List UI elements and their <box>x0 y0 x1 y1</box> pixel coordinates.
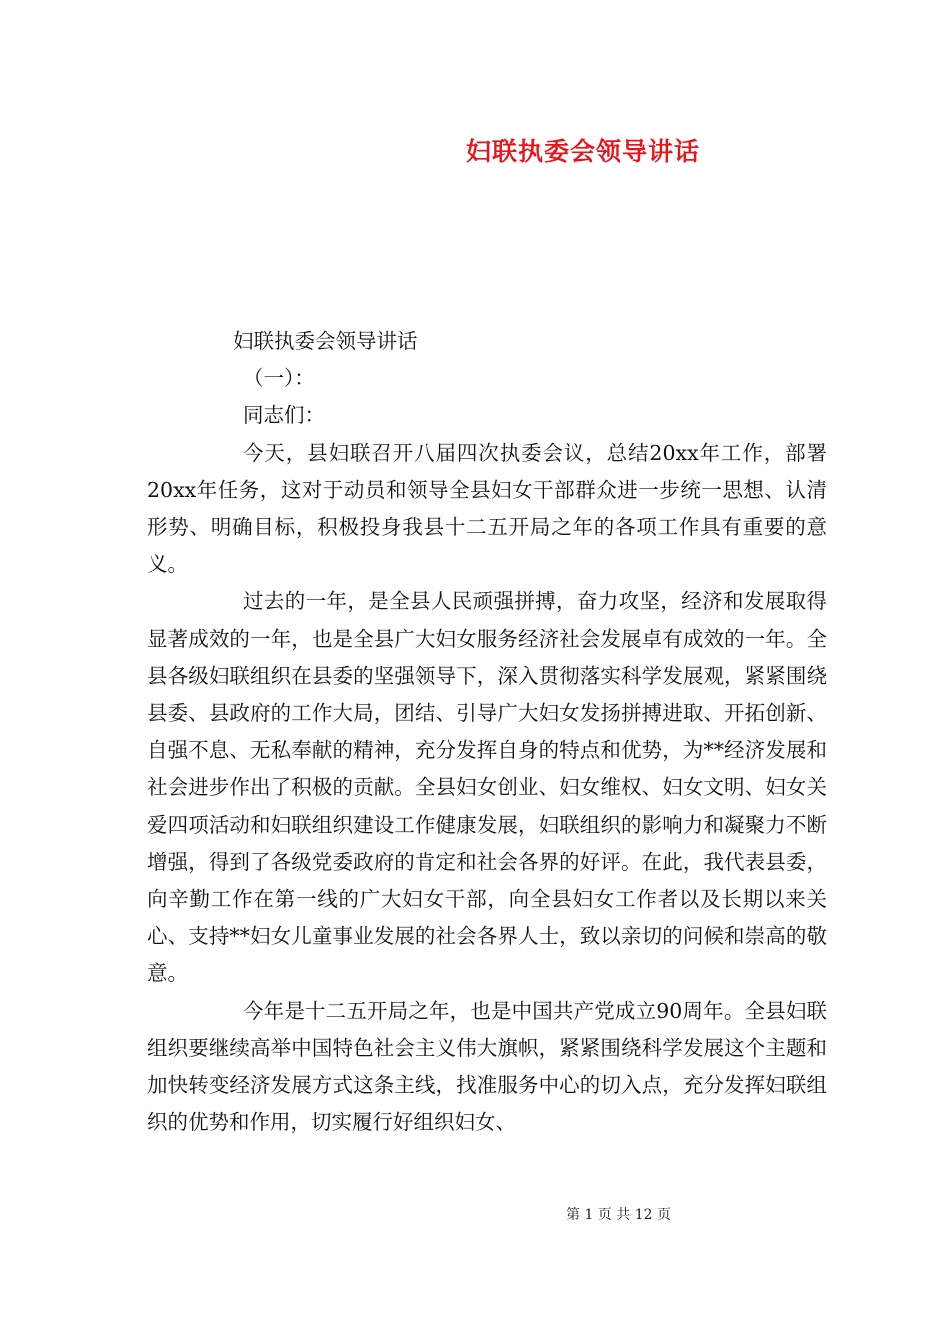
document-subheading: （一）： <box>243 366 315 391</box>
paragraph: 今天，县妇联召开八届四次执委会议，总结20xx年工作，部署20xx年任务，这对于动员和领导全县妇女干部群众进一步统一思想、认清形势、明确目标，积极投身我县十二五开局之年的各项工作具有重要的意义。 <box>147 440 827 577</box>
document-heading: 妇联执委会领导讲话 <box>233 329 418 353</box>
salutation: 同志们： <box>243 403 325 428</box>
document-body <box>147 323 827 1141</box>
paragraph: 过去的一年，是全县人民顽强拼搏，奋力攻坚，经济和发展取得显著成效的一年，也是全县广大妇女服务经济社会发展卓有成效的一年。全县各级妇联组织在县委的坚强领导下，深入贯彻落实科学发展观，紧紧围绕县委、县政府的工作大局，团结、引导广大妇女发扬拼搏进取、开拓创新、自强不息、无私奉献的精神，充分发挥自身的特点和优势，为**经济发展和社会进步作出了积极的贡献。全县妇女创业、妇女维权、妇女文明、妇女关爱四项活动和妇联组织建设工作健康发展，妇联组织的影响力和凝聚力不断增强，得到了各级党委政府的肯定和社会各界的好评。在此，我代表县委，向辛勤工作在第一线的广大妇女干部，向全县妇女工作者以及长期以来关心、支持**妇女儿童事业发展的社会各界人士，致以亲切的问候和崇高的敬意。 <box>147 589 827 986</box>
page-number: 第 1 页 共 12 页 <box>566 1207 671 1223</box>
page-title: 妇联执委会领导讲话 <box>465 137 700 166</box>
paragraph: 今年是十二五开局之年，也是中国共产党成立90周年。全县妇联组织要继续高举中国特色社会主义伟大旗帜，紧紧围绕科学发展这个主题和加快转变经济发展方式这条主线，找准服务中心的切入点，充分发挥妇联组织的优势和作用，切实履行好组织妇女、 <box>147 998 827 1135</box>
